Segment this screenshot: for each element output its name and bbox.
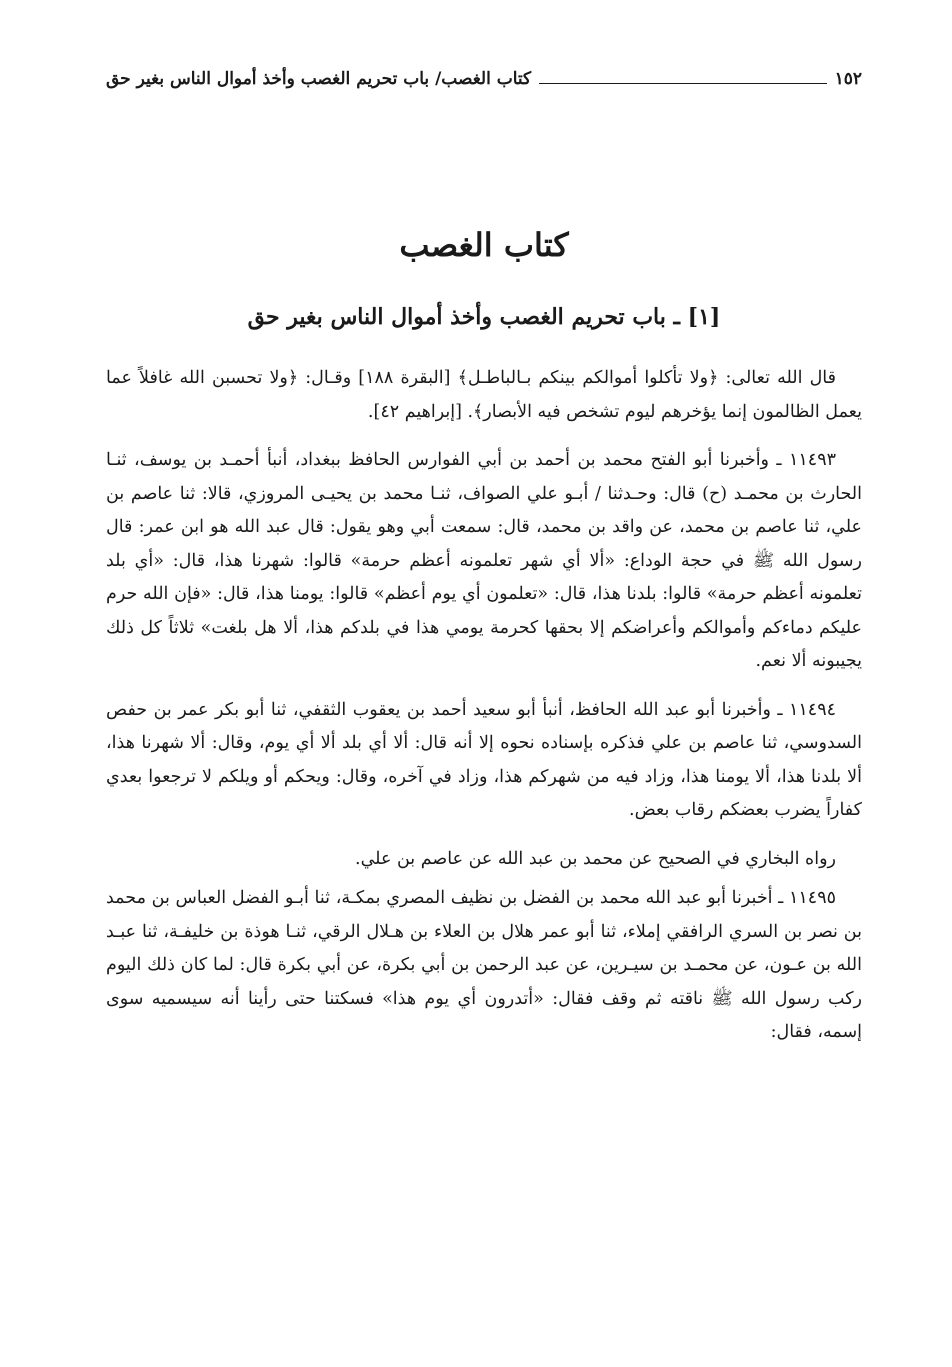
body-text: [106, 362, 862, 1065]
document-page: [106, 0, 862, 1367]
running-header: [106, 62, 862, 96]
book-title: كتاب الغصب: [399, 226, 569, 264]
header-rule: [539, 83, 826, 84]
chapter-title: [١] ـ باب تحريم الغصب وأخذ أموال الناس بغير حق: [247, 304, 721, 330]
hadith-11493: ١١٤٩٣ ـ وأخبرنا أبو الفتح محمد بن أحمد بن أبي الفوارس الحافظ ببغداد، أنبأ أحمـد بن يوسف، ثنـا الحارث بن محمـد (ح) قال: وحـدثنا / أبـو علي الصواف، ثنـا محمد بن يحيـى المروزي، قالا: ثنا عاصم بن علي، ثنا عاصم بن محمد، عن واقد بن محمد، قال: سمعت أبي وهو يقول: قال عبد الله هو ابن عمر: قال رسول الله ﷺ في حجة الوداع: «ألا أي شهر تعلمونه أعظم حرمة» قالوا: شهرنا هذا، قال: «أي بلد تعلمونه أعظم حرمة» قالوا: بلدنا هذا، قال: «تعلمون أي يوم أعظم» قالوا: يومنا هذا، قال: «فإن الله حرم عليكم دماءكم وأموالكم وأعراضكم إلا بحقها كحرمة يومي هذا في بلدكم هذا، ألا هل بلغت» ثلاثاً كل ذلك يجيبونه ألا نعم.: [106, 450, 862, 671]
hadith-11494: ١١٤٩٤ ـ وأخبرنا أبو عبد الله الحافظ، أنبأ أبو سعيد أحمد بن يعقوب الثقفي، ثنا أبو بكر عمر بن حفص السدوسي، ثنا عاصم بن علي فذكره بإسناده نحوه إلا أنه قال: ألا أي بلد ألا أي يوم، وقال: ألا شهرنا هذا، ألا بلدنا هذا، ألا يومنا هذا، وزاد فيه من شهركم هذا، وزاد في آخره، وقال: ويحكم أو ويلكم لا ترجعوا بعدي كفاراً يضرب بعضكم رقاب بعض.: [106, 699, 862, 820]
quran-paragraph: قال الله تعالى: ﴿ولا تأكلوا أموالكم بينكم بـالباطـل﴾ [البقرة ١٨٨] وقـال: ﴿ولا تحسبن الله غافلاً عما يعمل الظالمون إنما يؤخرهم ليوم تشخص فيه الأبصار﴾. [إبراهيم ٤٢].: [106, 368, 862, 422]
riwaya-note: رواه البخاري في الصحيح عن محمد بن عبد الله عن عاصم بن علي.: [355, 848, 836, 869]
page-number: ١٥٢: [834, 69, 862, 89]
hadith-11495: ١١٤٩٥ ـ أخبرنا أبو عبد الله محمد بن الفضل بن نظيف المصري بمكـة، ثنا أبـو الفضل العباس بن محمد بن نصر بن السري الرافقي إملاء، ثنا أبو عمر هلال بن العلاء بن هـلال الرقي، ثنـا هوذة بن خليفـة، ثنا عبـد الله بن عـون، عن محمـد بن سيـرين، عن عبد الرحمن بن أبي بكرة، عن أبي بكرة قال: لما كان ذلك اليوم ركب رسول الله ﷺ ناقته ثم وقف فقال: «أتدرون أي يوم هذا» فسكتنا حتى رأينا أنه سيسميه سوى إسمه، فقال:: [106, 888, 862, 1042]
running-title: كتاب الغصب/ باب تحريم الغصب وأخذ أموال الناس بغير حق: [106, 69, 532, 89]
